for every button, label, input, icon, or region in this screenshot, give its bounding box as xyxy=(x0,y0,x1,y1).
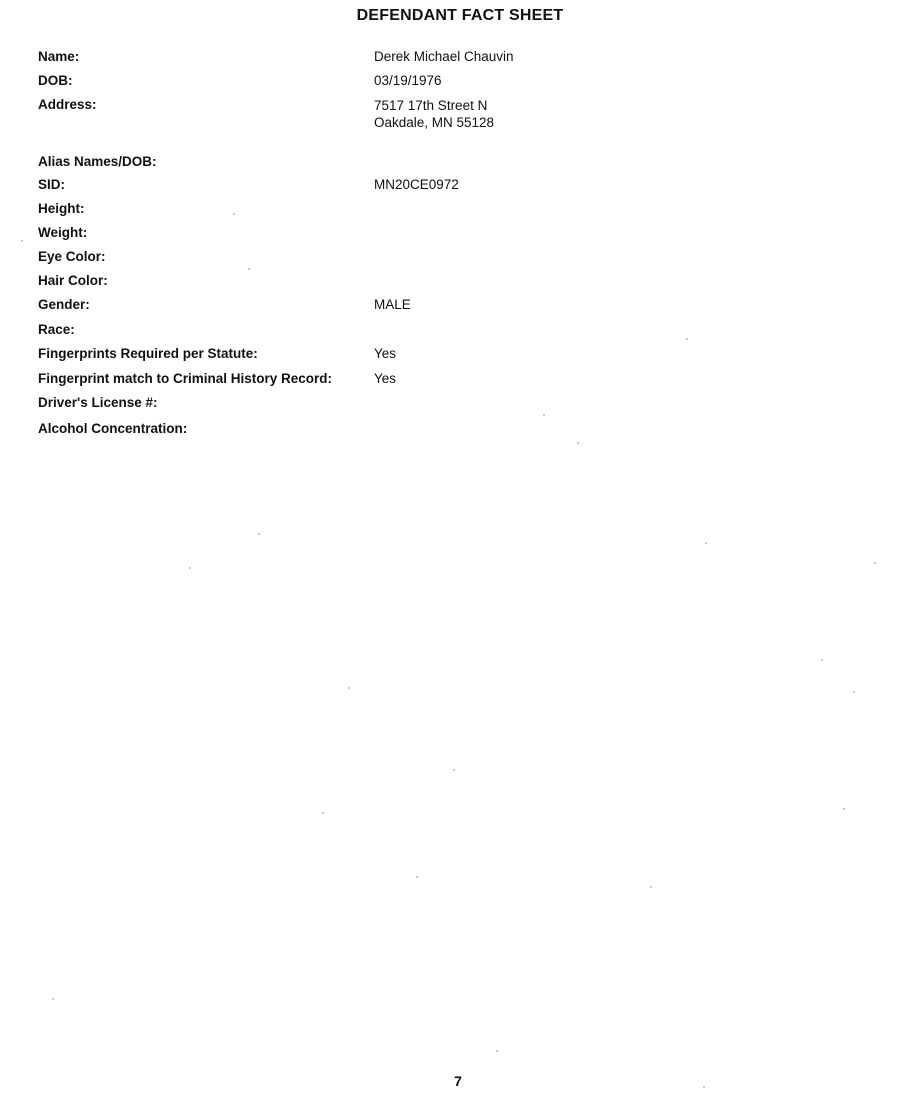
field-fingerprints-required xyxy=(38,346,738,366)
field-value xyxy=(374,97,494,131)
scan-speck xyxy=(189,567,191,569)
field-label: Weight: xyxy=(38,225,88,240)
address-line-2: Oakdale, MN 55128 xyxy=(374,115,495,130)
field-race xyxy=(38,322,738,342)
field-value: Yes xyxy=(374,371,397,386)
scan-speck xyxy=(821,659,823,661)
field-value: 03/19/1976 xyxy=(374,73,442,88)
scan-speck xyxy=(348,687,350,689)
field-value: MN20CE0972 xyxy=(374,177,459,192)
field-label: Alcohol Concentration: xyxy=(38,421,188,436)
field-label: Gender: xyxy=(38,297,90,312)
field-sid xyxy=(38,177,738,197)
scan-speck xyxy=(843,808,845,810)
scan-speck xyxy=(853,691,855,693)
scan-speck xyxy=(705,542,707,544)
field-label: DOB: xyxy=(38,73,73,88)
field-label: Driver's License #: xyxy=(38,395,158,410)
scan-speck xyxy=(248,268,250,270)
field-label: Eye Color: xyxy=(38,249,106,264)
field-hair-color xyxy=(38,273,738,293)
scan-speck xyxy=(874,562,876,564)
field-drivers-license xyxy=(38,395,738,415)
field-label: Height: xyxy=(38,201,85,216)
field-label: SID: xyxy=(38,177,65,192)
scan-speck xyxy=(258,533,260,535)
scan-speck xyxy=(416,876,418,878)
field-name xyxy=(38,49,738,69)
field-address xyxy=(38,97,738,137)
field-label: Name: xyxy=(38,49,80,64)
field-value: MALE xyxy=(374,297,411,312)
field-gender xyxy=(38,297,738,317)
field-label: Alias Names/DOB: xyxy=(38,154,157,169)
scan-speck xyxy=(233,213,235,215)
field-label: Fingerprint match to Criminal History Record: xyxy=(38,371,333,386)
scan-speck xyxy=(52,998,54,1000)
field-height xyxy=(38,201,738,221)
field-value: Derek Michael Chauvin xyxy=(374,49,514,64)
field-alcohol-concentration xyxy=(38,421,738,441)
field-fingerprint-match xyxy=(38,371,738,391)
scan-speck xyxy=(686,338,688,340)
field-label: Hair Color: xyxy=(38,273,108,288)
field-label: Fingerprints Required per Statute: xyxy=(38,346,258,361)
page-title: DEFENDANT FACT SHEET xyxy=(356,7,564,24)
field-label: Race: xyxy=(38,322,75,337)
address-line-1: 7517 17th Street N xyxy=(374,98,488,113)
scan-speck xyxy=(577,442,579,444)
field-label: Address: xyxy=(38,97,97,112)
field-eye-color xyxy=(38,249,738,269)
scan-speck xyxy=(496,1050,498,1052)
scan-speck xyxy=(21,240,23,242)
field-alias xyxy=(38,154,738,174)
page-number: 7 xyxy=(454,1073,462,1089)
scan-speck xyxy=(650,886,652,888)
scan-speck xyxy=(322,812,324,814)
field-weight xyxy=(38,225,738,245)
scan-speck xyxy=(543,414,545,416)
scan-speck xyxy=(453,769,455,771)
scan-speck xyxy=(703,1086,705,1088)
field-value: Yes xyxy=(374,346,397,361)
field-dob xyxy=(38,73,738,93)
